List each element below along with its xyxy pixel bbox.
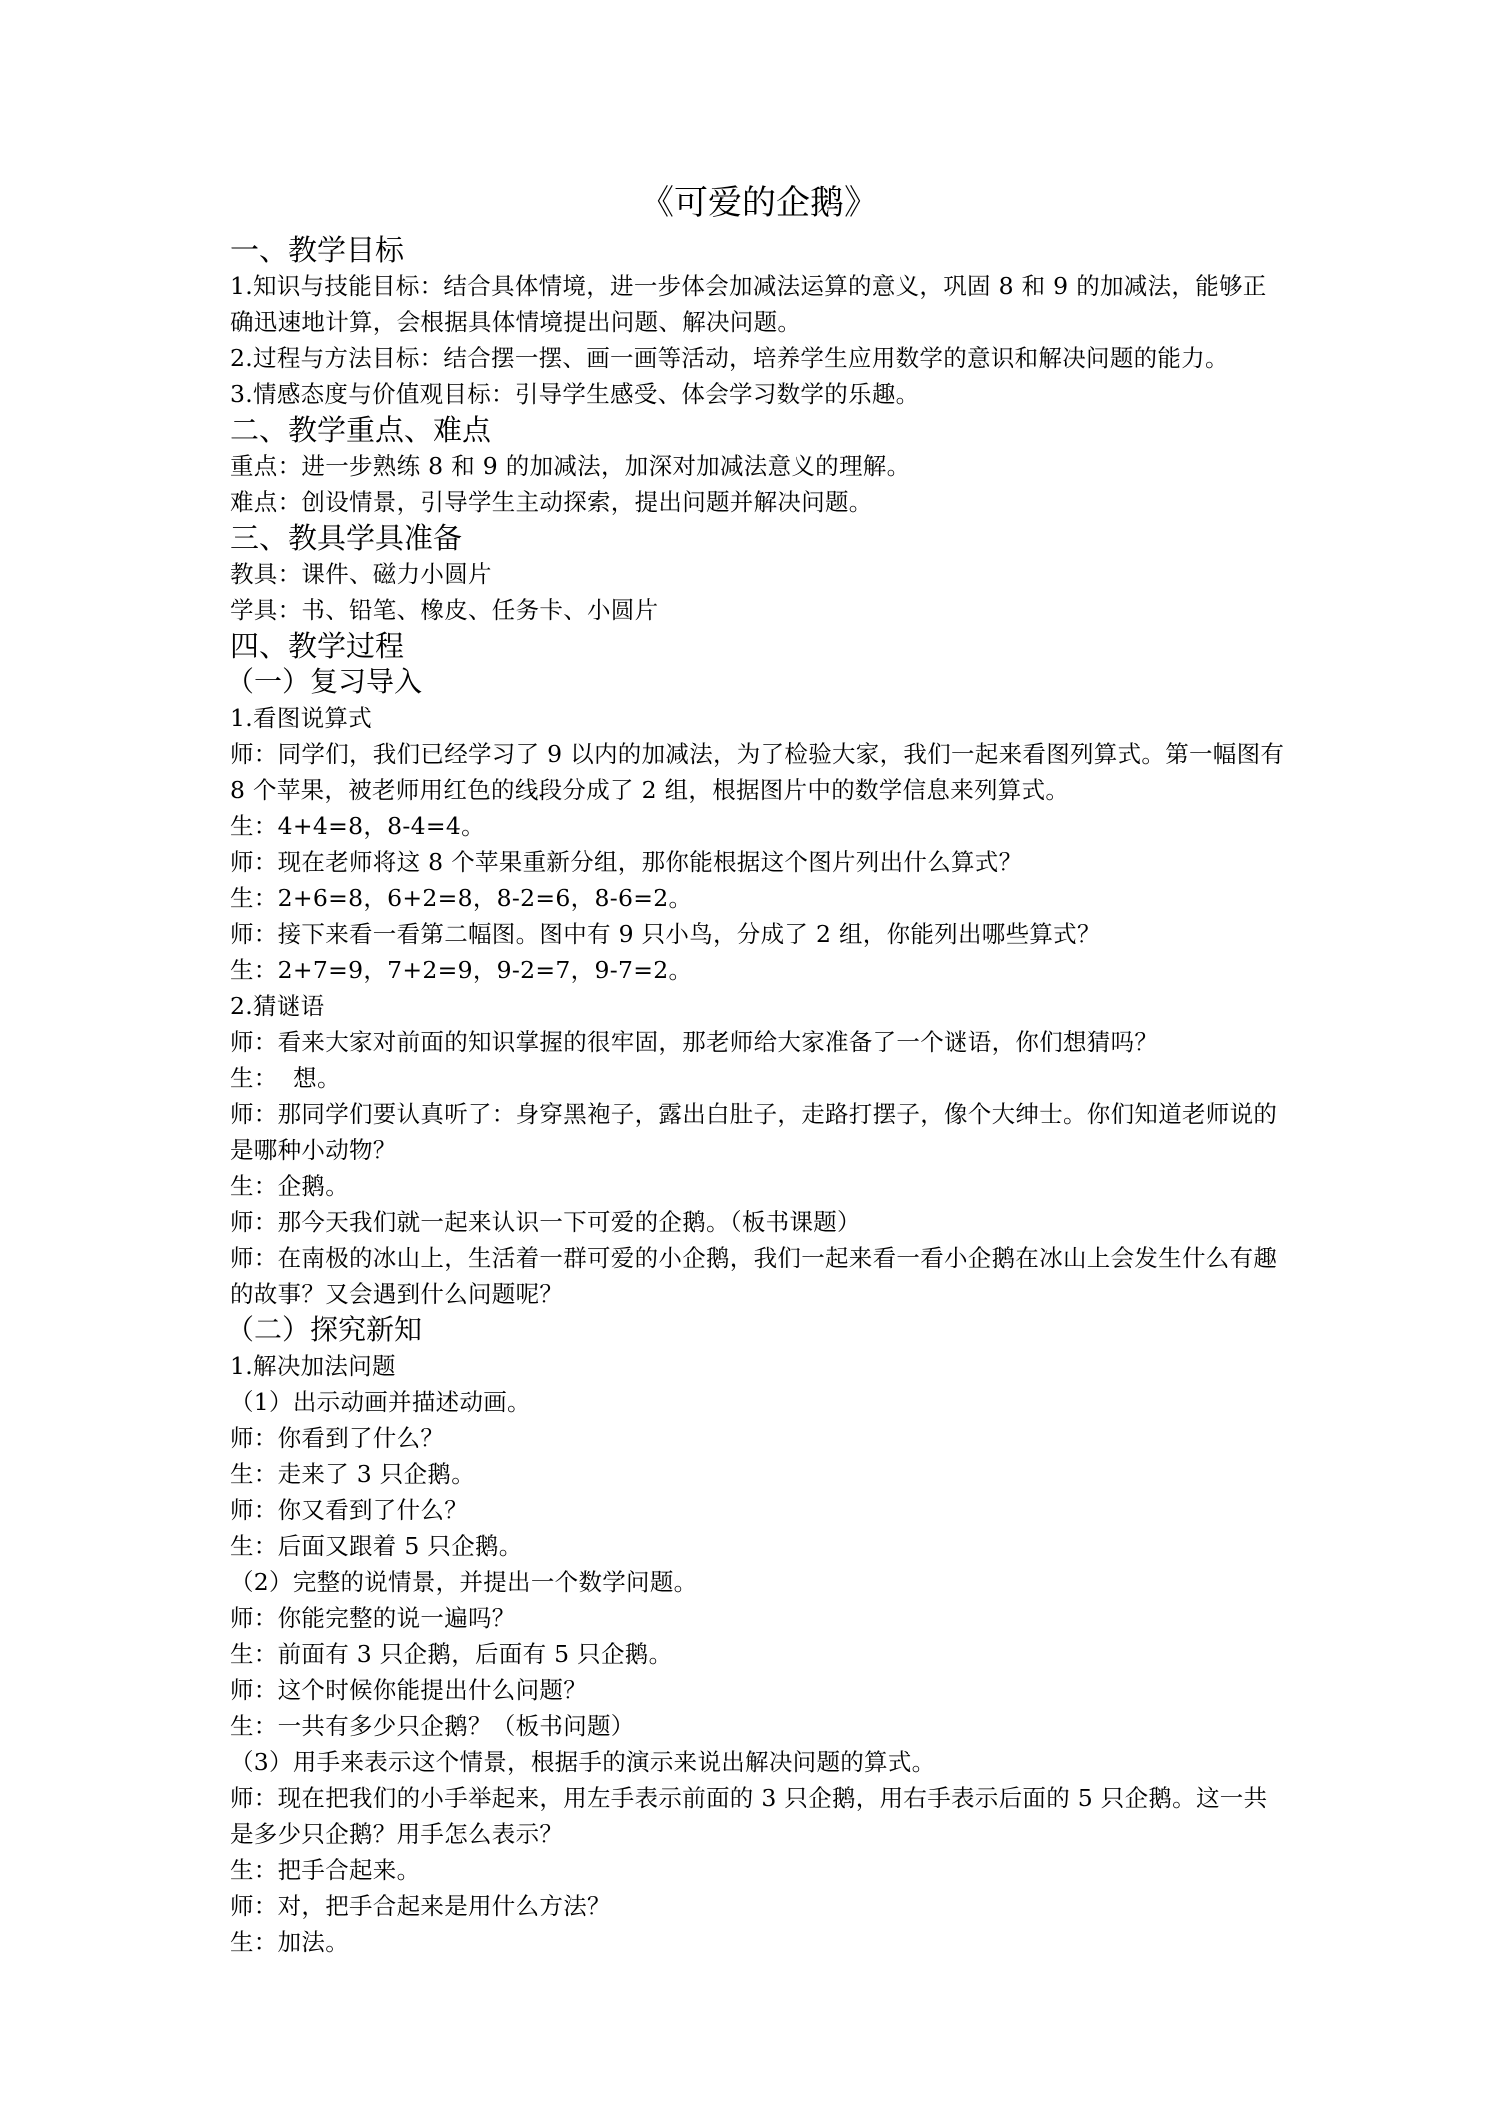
paragraph: 生：加法。 xyxy=(230,1928,349,1956)
paragraph: 师：你能完整的说一遍吗？ xyxy=(230,1604,516,1632)
paragraph: 师：同学们，我们已经学习了 9 以内的加减法，为了检验大家，我们一起来看图列算式。第一幅图有 8 个苹果，被老师用红色的线段分成了 2 组，根据图片中的数学信息来列算式。 xyxy=(230,740,1292,804)
paragraph: 2.猜谜语 xyxy=(230,992,325,1020)
paragraph: 师：那今天我们就一起来认识一下可爱的企鹅。（板书课题） xyxy=(230,1208,861,1236)
paragraph: 生：走来了 3 只企鹅。 xyxy=(230,1460,475,1488)
paragraph: 3.情感态度与价值观目标：引导学生感受、体会学习数学的乐趣。 xyxy=(230,380,920,408)
paragraph: 师：这个时候你能提出什么问题？ xyxy=(230,1676,587,1704)
paragraph: 师：接下来看一看第二幅图。图中有 9 只小鸟，分成了 2 组，你能列出哪些算式？ xyxy=(230,920,1101,948)
paragraph: 1.知识与技能目标：结合具体情境，进一步体会加减法运算的意义，巩固 8 和 9 的加减法，能够正确迅速地计算，会根据具体情境提出问题、解决问题。 xyxy=(230,272,1267,336)
paragraph: 师：现在把我们的小手举起来，用左手表示前面的 3 只企鹅，用右手表示后面的 5 只企鹅。这一共是多少只企鹅？用手怎么表示？ xyxy=(230,1784,1268,1848)
paragraph: 师：看来大家对前面的知识掌握的很牢固，那老师给大家准备了一个谜语，你们想猜吗？ xyxy=(230,1028,1159,1056)
paragraph: 师：对，把手合起来是用什么方法？ xyxy=(230,1892,611,1920)
paragraph: 难点：创设情景，引导学生主动探索，提出问题并解决问题。 xyxy=(230,488,873,516)
section-heading: 三、教具学具准备 xyxy=(230,521,463,555)
paragraph: 生：把手合起来。 xyxy=(230,1856,421,1884)
document-body xyxy=(226,232,1292,1960)
paragraph: 教具：课件、磁力小圆片 xyxy=(230,560,492,588)
paragraph: 师：你看到了什么？ xyxy=(230,1424,445,1452)
paragraph: 生：后面又跟着 5 只企鹅。 xyxy=(230,1532,523,1560)
paragraph: （2）完整的说情景，并提出一个数学问题。 xyxy=(230,1568,698,1596)
paragraph: 1.看图说算式 xyxy=(230,704,373,732)
section-heading: 二、教学重点、难点 xyxy=(230,413,492,447)
paragraph: 生：4+4=8，8-4=4。 xyxy=(230,812,485,840)
paragraph: 生： 想。 xyxy=(230,1064,341,1092)
paragraph: 师：那同学们要认真听了：身穿黑袍子，露出白肚子，走路打摆子，像个大绅士。你们知道老师说的是哪种小动物？ xyxy=(230,1100,1278,1164)
subsection-heading: （一）复习导入 xyxy=(226,665,423,698)
document-title: 《可爱的企鹅》 xyxy=(640,183,878,223)
section-heading: 一、教学目标 xyxy=(230,233,405,267)
paragraph: 1.解决加法问题 xyxy=(230,1352,396,1380)
paragraph: 生：前面有 3 只企鹅，后面有 5 只企鹅。 xyxy=(230,1640,673,1668)
paragraph: 生：2+7=9，7+2=9，9-2=7，9-7=2。 xyxy=(230,956,693,984)
paragraph: 师：你又看到了什么？ xyxy=(230,1496,468,1524)
paragraph: 重点：进一步熟练 8 和 9 的加减法，加深对加减法意义的理解。 xyxy=(230,452,911,480)
paragraph: 生：一共有多少只企鹅？（板书问题） xyxy=(230,1712,635,1740)
paragraph: （3）用手来表示这个情景，根据手的演示来说出解决问题的算式。 xyxy=(230,1748,936,1776)
paragraph: 学具：书、铅笔、橡皮、任务卡、小圆片 xyxy=(230,596,659,624)
paragraph: 2.过程与方法目标：结合摆一摆、画一画等活动，培养学生应用数学的意识和解决问题的能力。 xyxy=(230,344,1229,372)
paragraph: 师：在南极的冰山上，生活着一群可爱的小企鹅，我们一起来看一看小企鹅在冰山上会发生什么有趣的故事？又会遇到什么问题呢？ xyxy=(230,1244,1278,1308)
paragraph: 生：企鹅。 xyxy=(230,1172,349,1200)
paragraph: 师：现在老师将这 8 个苹果重新分组，那你能根据这个图片列出什么算式？ xyxy=(230,848,1023,876)
subsection-heading: （二）探究新知 xyxy=(226,1313,423,1346)
paragraph: 生：2+6=8，6+2=8，8-2=6，8-6=2。 xyxy=(230,884,693,912)
section-heading: 四、教学过程 xyxy=(230,629,405,663)
paragraph: （1）出示动画并描述动画。 xyxy=(230,1388,531,1416)
